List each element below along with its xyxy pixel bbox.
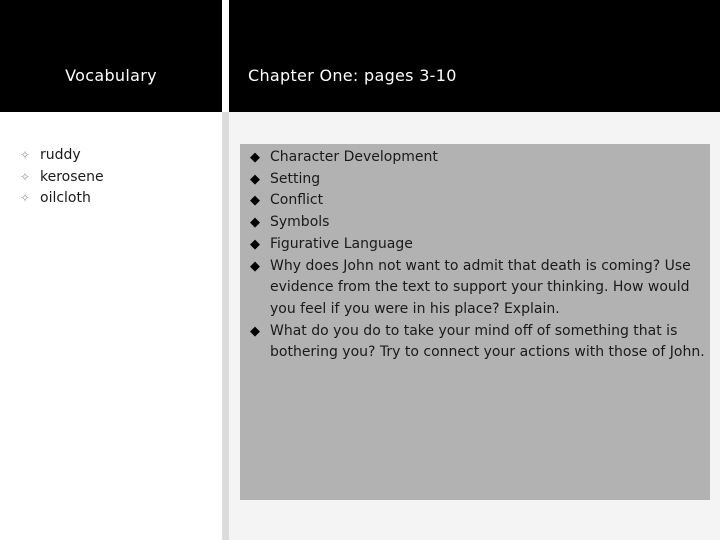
list-item: [250, 234, 705, 256]
question-text: What do you do to take your mind off of something that is bothering you? Try to connect your actions with those of John.: [270, 322, 705, 361]
list-item: [20, 167, 104, 189]
diamond-icon: ◆: [250, 150, 260, 165]
list-item: [20, 188, 104, 210]
four-point-star-icon: ✧: [20, 148, 31, 162]
list-item: [250, 169, 705, 191]
list-item: [250, 256, 705, 321]
diamond-icon: ◆: [250, 193, 260, 209]
vocabulary-list: [20, 145, 104, 210]
four-point-star-icon: ✧: [20, 191, 31, 205]
vocabulary-word: ruddy: [40, 147, 81, 163]
column-divider: [222, 112, 229, 540]
vocabulary-header: [0, 0, 222, 112]
diamond-icon: ◆: [250, 236, 260, 252]
four-point-star-icon: ✧: [20, 169, 31, 184]
chapter-header: [229, 0, 720, 112]
diamond-icon: ◆: [250, 258, 260, 274]
vocabulary-word: oilcloth: [40, 190, 91, 206]
topic-text: Character Development: [270, 149, 438, 165]
vocabulary-word: kerosene: [40, 168, 104, 185]
topic-text: Symbols: [270, 214, 330, 231]
diamond-icon: ◆: [250, 323, 260, 339]
list-item: [250, 321, 705, 364]
topic-text: Figurative Language: [270, 235, 413, 252]
topic-text: Conflict: [270, 192, 324, 209]
list-item: [20, 145, 104, 167]
list-item: [250, 212, 705, 234]
chapter-title: Chapter One: pages 3-10: [248, 66, 457, 85]
question-text: Why does John not want to admit that death is coming? Use evidence from the text to support your thinking. How would you feel if you were in his place? Explain.: [270, 257, 691, 317]
vocabulary-title: Vocabulary: [65, 66, 157, 85]
topic-text: Setting: [270, 170, 321, 187]
diamond-icon: ◆: [250, 215, 260, 231]
list-item: [250, 147, 705, 169]
diamond-icon: ◆: [250, 171, 260, 187]
chapter-topic-list: [250, 147, 705, 364]
list-item: [250, 190, 705, 212]
